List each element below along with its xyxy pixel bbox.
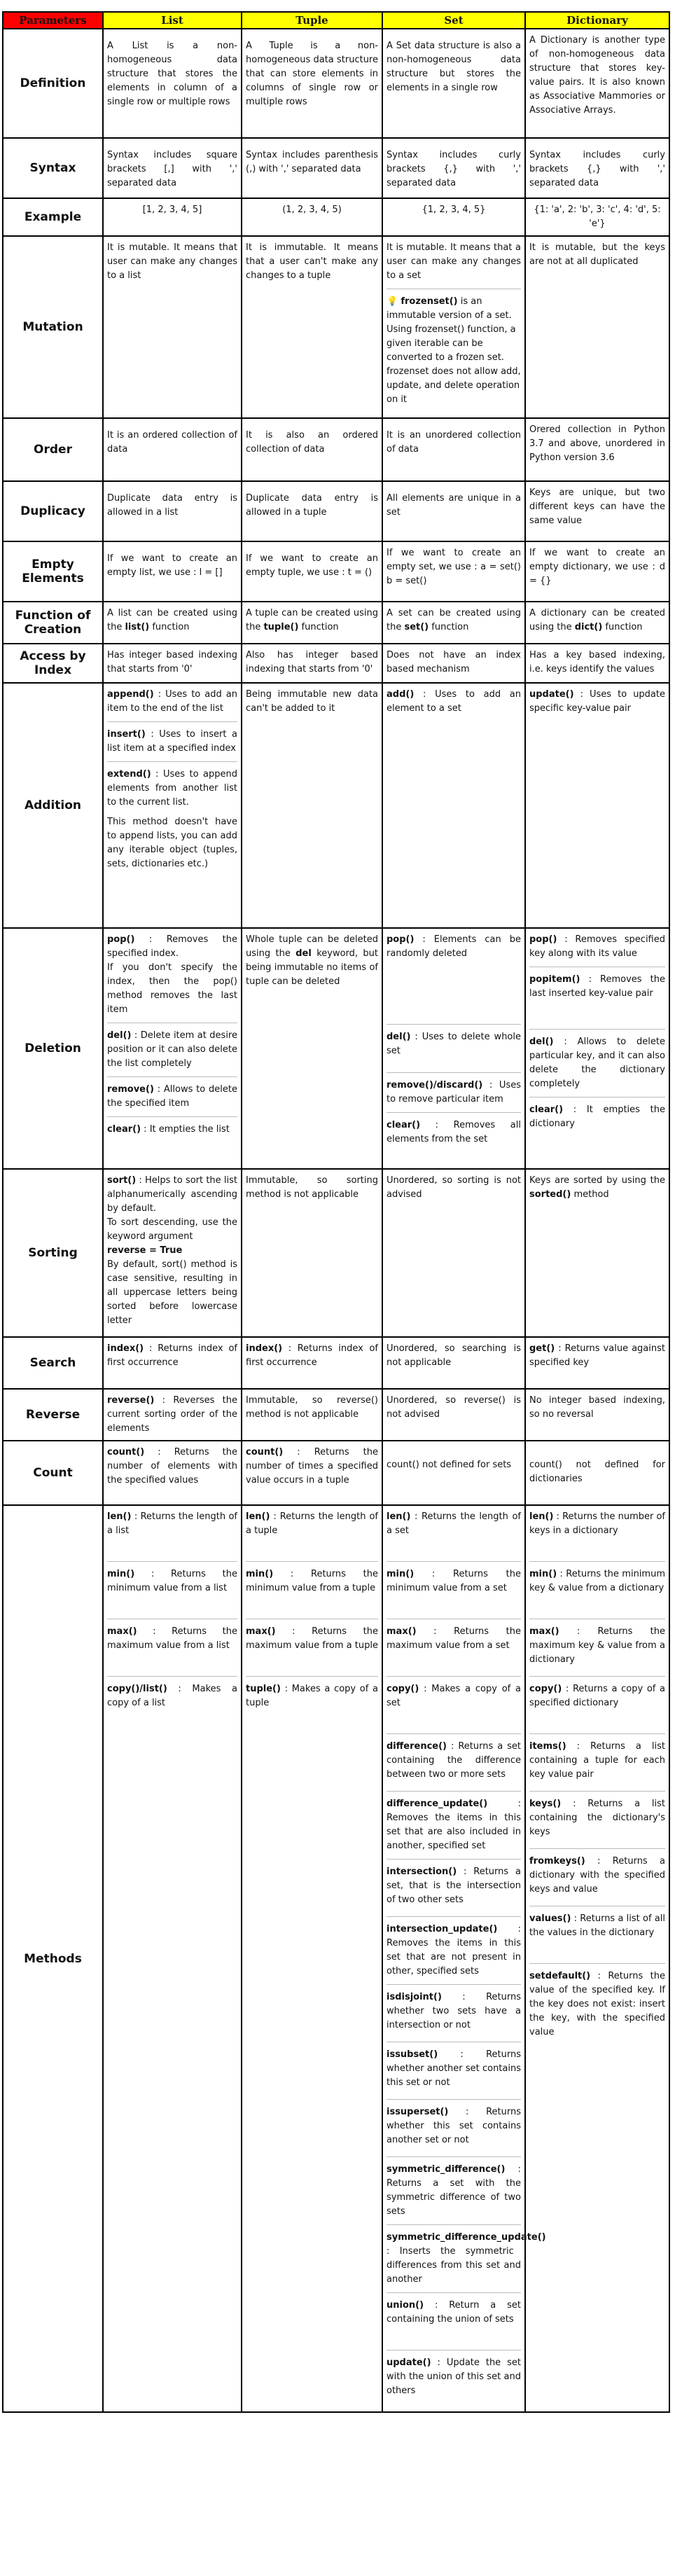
- method-name: intersection_update(): [387, 1924, 498, 1934]
- method-entry: [246, 1682, 378, 1733]
- method-desc: : Delete item at desire position or it can also delete the list completely: [107, 1030, 237, 1069]
- method-entry: [387, 1625, 521, 1677]
- method-name: add(): [387, 689, 415, 700]
- method-desc: : Returns the maximum key & value from a dictionary: [529, 1626, 665, 1665]
- cell-set: [382, 928, 525, 1169]
- method-entry: [529, 1912, 665, 1964]
- method-name: clear(): [107, 1124, 141, 1135]
- method-desc: : Makes a copy of a tuple: [246, 1684, 378, 1708]
- lightbulb-icon: 💡: [387, 296, 401, 307]
- method-desc: : Returns the minimum value from a list: [107, 1569, 237, 1593]
- method-desc: : Returns the minimum value from a set: [387, 1569, 521, 1593]
- method-name: index(): [107, 1343, 144, 1354]
- cell-dictionary: A Dictionary is another type of non-homogeneous data structure that stores key-value pairs. It is also known as Associative Mammories or Associative Arrays.: [525, 29, 669, 138]
- method-name: min(): [107, 1569, 135, 1579]
- header-list: List: [103, 12, 242, 29]
- row-label: Syntax: [3, 138, 103, 198]
- method-name: update(): [387, 2357, 431, 2368]
- method-desc: : Returns the minimum key & value from a dictionary: [529, 1569, 665, 1593]
- method-name: symmetric_difference_update(): [387, 2232, 546, 2243]
- cell-tuple: (1, 2, 3, 4, 5): [242, 198, 382, 236]
- method-name: union(): [387, 2300, 424, 2311]
- method-desc: : Returns a dictionary with the specified keys and value: [529, 1856, 665, 1895]
- method-entry: [387, 1682, 521, 1734]
- method-entry: [246, 1625, 378, 1677]
- cell-tuple: [242, 1505, 382, 2412]
- method-entry: [107, 1174, 237, 1216]
- row-function-of-creation: [3, 602, 669, 644]
- cell-tuple: [242, 1337, 382, 1389]
- method-name: values(): [529, 1913, 571, 1924]
- method-desc: : Returns a set with the symmetric difference of two sets: [387, 2164, 521, 2217]
- method-desc: : Uses to add an element to a set: [387, 689, 521, 714]
- method-entry: [529, 973, 665, 1030]
- method-entry: [529, 933, 665, 967]
- row-label: Duplicacy: [3, 481, 103, 541]
- keyword: del: [295, 948, 312, 959]
- cell-dictionary: {1: 'a', 2: 'b', 3: 'c', 4: 'd', 5: 'e'}: [525, 198, 669, 236]
- method-name: tuple(): [263, 622, 299, 632]
- method-entry: [529, 1567, 665, 1619]
- text: A set can be created using the: [387, 608, 521, 632]
- method-name: min(): [246, 1569, 274, 1579]
- method-note: To sort descending, use the keyword argument: [107, 1217, 237, 1242]
- method-note: This method doesn't have to append lists, you can add any iterable object (tuples, sets, dictionaries etc.): [107, 817, 237, 869]
- row-label: Methods: [3, 1505, 103, 2412]
- method-name: len(): [529, 1511, 554, 1522]
- method-desc: is an immutable version of a set. Using frozenset() function, a given iterable can be converted to a frozen set. frozenset does not allow add, update, and delete operation on it: [387, 296, 521, 405]
- method-name: get(): [529, 1343, 555, 1354]
- method-desc: : Returns the number of keys in a dictionary: [529, 1511, 665, 1536]
- row-order: [3, 418, 669, 481]
- cell-dictionary: [525, 683, 669, 928]
- row-label: Access by Index: [3, 644, 103, 683]
- row-duplicacy: [3, 481, 669, 541]
- method-name: dict(): [574, 622, 603, 632]
- method-entry: [387, 933, 521, 1025]
- cell-tuple: It is also an ordered collection of data: [242, 418, 382, 481]
- cell-list: It is an ordered collection of data: [103, 418, 242, 481]
- method-name: issubset(): [387, 2049, 438, 2060]
- method-desc: : Removes specified key along with its value: [529, 934, 665, 959]
- method-entry: [387, 1990, 521, 2042]
- method-entry: [387, 1119, 521, 1152]
- method-entry: [107, 1567, 237, 1619]
- method-entry: [387, 1740, 521, 1792]
- method-note: By default, sort() method is case sensitive, resulting in all uppercase letters being sorted before lowercase letter: [107, 1259, 237, 1326]
- cell-set: Does not have an index based mechanism: [382, 644, 525, 683]
- method-note: If you don't specify the index, then the pop() method removes the last item: [107, 962, 237, 1015]
- method-desc: : Uses to update specific key-value pair: [529, 689, 665, 714]
- row-definition: [3, 29, 669, 138]
- row-label: Count: [3, 1441, 103, 1505]
- cell-list: [103, 928, 242, 1169]
- cell-dictionary: It is mutable, but the keys are not at all duplicated: [525, 236, 669, 418]
- method-name: difference(): [387, 1741, 447, 1752]
- header-parameters: Parameters: [3, 12, 103, 29]
- method-entry: [529, 1969, 665, 2045]
- method-entry: [529, 1625, 665, 1677]
- cell-tuple: Syntax includes parenthesis (,) with ',' separated data: [242, 138, 382, 198]
- method-desc: : Returns the number of times a specified value occurs in a tuple: [246, 1447, 378, 1486]
- cell-dictionary: Orered collection in Python 3.7 and above, unordered in Python version 3.6: [525, 418, 669, 481]
- method-entry: [107, 688, 237, 722]
- method-name: extend(): [107, 769, 151, 780]
- comparison-table: [2, 11, 670, 2413]
- cell-dictionary: Keys are unique, but two different keys can have the same value: [525, 481, 669, 541]
- method-name: intersection(): [387, 1867, 457, 1877]
- cell-dictionary: [525, 602, 669, 644]
- cell-list: [103, 1441, 242, 1505]
- method-name: max(): [246, 1626, 276, 1637]
- method-desc: : Removes the items in this set that are not present in other, specified sets: [387, 1924, 521, 1976]
- row-label: Reverse: [3, 1389, 103, 1441]
- method-name: len(): [387, 1511, 411, 1522]
- method-entry: [387, 2163, 521, 2225]
- method-desc: : Allows to delete the specified item: [107, 1084, 237, 1109]
- cell-dictionary: [525, 1169, 669, 1337]
- method-entry: [387, 2105, 521, 2157]
- method-name: insert(): [107, 729, 146, 740]
- cell-tuple: Immutable, so reverse() method is not applicable: [242, 1389, 382, 1441]
- method-desc: : Uses to delete whole set: [387, 1032, 521, 1056]
- method-entry: [387, 1567, 521, 1619]
- text: function: [429, 622, 469, 632]
- method-name: pop(): [387, 934, 415, 945]
- method-name: del(): [107, 1030, 132, 1041]
- method-entry: [107, 1682, 237, 1733]
- method-name: remove(): [107, 1084, 154, 1095]
- cell-list: A List is a non-homogeneous data structure that stores the elements in column of a single row or multiple rows: [103, 29, 242, 138]
- method-entry: [529, 1855, 665, 1906]
- row-reverse: [3, 1389, 669, 1441]
- method-entry: [387, 2356, 521, 2407]
- text: Keys are sorted by using the: [529, 1175, 665, 1186]
- method-entry: [107, 1510, 237, 1562]
- row-label: Definition: [3, 29, 103, 138]
- method-desc: : Returns the number of elements with the specified values: [107, 1447, 237, 1486]
- cell-tuple: Also has integer based indexing that starts from '0': [242, 644, 382, 683]
- method-entry: [387, 688, 521, 721]
- method-desc: : It empties the dictionary: [529, 1105, 665, 1129]
- cell-set: Unordered, so searching is not applicable: [382, 1337, 525, 1389]
- method-entry: [107, 1083, 237, 1117]
- method-desc: : Update the set with the union of this set and others: [387, 2357, 521, 2396]
- method-desc: : Removes the last inserted key-value pair: [529, 974, 665, 999]
- method-entry: [529, 1510, 665, 1562]
- text: function: [602, 622, 643, 632]
- method-desc: : Returns whether this set contains another set or not: [387, 2107, 521, 2145]
- keyword-argument: reverse = True: [107, 1245, 183, 1256]
- method-desc: : Returns value against specified key: [529, 1343, 665, 1368]
- method-desc: : Elements can be randomly deleted: [387, 934, 521, 959]
- cell-set: [382, 683, 525, 928]
- method-entry: [387, 2231, 546, 2293]
- method-entry: [387, 1797, 521, 1860]
- cell-tuple: [242, 602, 382, 644]
- method-desc: : Returns the maximum value from a set: [387, 1626, 521, 1651]
- header-set: Set: [382, 12, 525, 29]
- row-label: Mutation: [3, 236, 103, 418]
- row-label: Example: [3, 198, 103, 236]
- method-name: frozenset(): [401, 296, 458, 307]
- method-name: set(): [404, 622, 429, 632]
- cell-set: It is an unordered collection of data: [382, 418, 525, 481]
- row-label: Function of Creation: [3, 602, 103, 644]
- row-label: Empty Elements: [3, 541, 103, 602]
- row-example: [3, 198, 669, 236]
- method-entry: [387, 1865, 521, 1917]
- method-desc: : Helps to sort the list alphanumerically ascending by default.: [107, 1175, 237, 1214]
- method-name: max(): [107, 1626, 137, 1637]
- method-entry: [107, 1029, 237, 1077]
- method-desc: : Makes a copy of a set: [387, 1684, 521, 1708]
- row-mutation: [3, 236, 669, 418]
- row-methods: [3, 1505, 669, 2412]
- cell-list: Syntax includes square brackets [,] with ',' separated data: [103, 138, 242, 198]
- row-deletion: [3, 928, 669, 1169]
- text: Whole tuple can be deleted using the: [246, 934, 378, 959]
- cell-list: [103, 1505, 242, 2412]
- header-dictionary: Dictionary: [525, 12, 669, 29]
- method-desc: : Uses to append elements from another list to the current list.: [107, 769, 237, 808]
- method-desc: : Removes all elements from the set: [387, 1120, 521, 1144]
- cell-list: Duplicate data entry is allowed in a list: [103, 481, 242, 541]
- method-desc: : Returns a list of all the values in the dictionary: [529, 1913, 665, 1938]
- method-desc: : Returns the length of a set: [387, 1511, 521, 1536]
- cell-list: [103, 1389, 242, 1441]
- cell-list: [1, 2, 3, 4, 5]: [103, 198, 242, 236]
- cell-dictionary: Syntax includes curly brackets {,} with ',' separated data: [525, 138, 669, 198]
- cell-set: [382, 236, 525, 418]
- method-name: issuperset(): [387, 2107, 449, 2117]
- cell-set: [382, 602, 525, 644]
- row-access-by-index: [3, 644, 669, 683]
- cell-tuple: If we want to create an empty tuple, we use : t = (): [242, 541, 382, 602]
- text: function: [149, 622, 190, 632]
- method-desc: : Returns a list containing a tuple for each key value pair: [529, 1741, 665, 1780]
- method-desc: : It empties the list: [141, 1124, 230, 1135]
- method-entry: [387, 1510, 521, 1562]
- method-name: keys(): [529, 1799, 562, 1809]
- cell-dictionary: [525, 928, 669, 1169]
- method-desc: : Returns a set, that is the intersection of two other sets: [387, 1867, 521, 1905]
- method-name: min(): [387, 1569, 415, 1579]
- method-name: setdefault(): [529, 1971, 591, 1981]
- cell-tuple: Duplicate data entry is allowed in a tuple: [242, 481, 382, 541]
- method-name: count(): [107, 1447, 145, 1457]
- method-desc: : Returns the maximum value from a list: [107, 1626, 237, 1651]
- cell-tuple: A Tuple is a non-homogeneous data structure that can store elements in columns of single row or multiple rows: [242, 29, 382, 138]
- method-name: items(): [529, 1741, 566, 1752]
- cell-dictionary: count() not defined for dictionaries: [525, 1441, 669, 1505]
- text: method: [571, 1189, 609, 1200]
- method-name: isdisjoint(): [387, 1992, 442, 2002]
- method-entry: [529, 688, 665, 721]
- cell-set: A Set data structure is also a non-homogeneous data structure but stores the elements in a single row: [382, 29, 525, 138]
- cell-set: All elements are unique in a set: [382, 481, 525, 541]
- method-name: tuple(): [246, 1684, 281, 1694]
- cell-set: {1, 2, 3, 4, 5}: [382, 198, 525, 236]
- frozenset-note: [387, 295, 521, 413]
- method-name: del(): [529, 1037, 554, 1047]
- method-entry: [387, 1923, 521, 1985]
- method-desc: : Reverses the current sorting order of the elements: [107, 1395, 237, 1434]
- method-entry: [107, 1625, 237, 1677]
- cell-list: Has integer based indexing that starts from '0': [103, 644, 242, 683]
- cell-dictionary: If we want to create an empty dictionary, we use : d = {}: [525, 541, 669, 602]
- method-desc: : Returns index of first occurrence: [246, 1343, 378, 1368]
- cell-set: Unordered, so reverse() is not advised: [382, 1389, 525, 1441]
- method-desc: : Returns a list containing the dictionary's keys: [529, 1799, 665, 1837]
- header-row: [3, 12, 669, 29]
- cell-dictionary: [525, 1337, 669, 1389]
- row-addition: [3, 683, 669, 928]
- cell-dictionary: [525, 1505, 669, 2412]
- method-entry: [246, 1567, 378, 1619]
- method-name: fromkeys(): [529, 1856, 585, 1867]
- cell-list: It is mutable. It means that user can make any changes to a list: [103, 236, 242, 418]
- method-name: copy(): [387, 1684, 419, 1694]
- cell-set: count() not defined for sets: [382, 1441, 525, 1505]
- cell-tuple: It is immutable. It means that a user can't make any changes to a tuple: [242, 236, 382, 418]
- cell-tuple: [242, 928, 382, 1169]
- text: A tuple can be created using the: [246, 608, 378, 632]
- method-desc: : Makes a copy of a list: [107, 1684, 237, 1708]
- method-name: sort(): [107, 1175, 137, 1186]
- cell-list: [103, 1337, 242, 1389]
- method-desc: : Inserts the symmetric differences from this set and another: [387, 2246, 521, 2285]
- method-name: pop(): [107, 934, 135, 945]
- method-name: min(): [529, 1569, 557, 1579]
- method-desc: : Removes the specified index.: [107, 934, 237, 959]
- method-name: copy()/list(): [107, 1684, 167, 1694]
- method-desc: : Return a set containing the union of sets: [387, 2300, 521, 2325]
- method-name: sorted(): [529, 1189, 571, 1200]
- method-name: symmetric_difference(): [387, 2164, 506, 2175]
- method-name: popitem(): [529, 974, 580, 985]
- method-entry: [387, 1030, 521, 1073]
- method-name: remove()/discard(): [387, 1080, 483, 1090]
- method-entry: [529, 1103, 665, 1137]
- cell-list: If we want to create an empty list, we use : l = []: [103, 541, 242, 602]
- row-label: Order: [3, 418, 103, 481]
- method-desc: : Returns the length of a list: [107, 1511, 237, 1536]
- method-name: max(): [529, 1626, 559, 1637]
- method-name: copy(): [529, 1684, 562, 1694]
- row-label: Addition: [3, 683, 103, 928]
- method-entry: [246, 1510, 378, 1562]
- row-syntax: [3, 138, 669, 198]
- row-label: Deletion: [3, 928, 103, 1169]
- text: A dictionary can be created using the: [529, 608, 665, 632]
- method-desc: : Returns whether two sets have a intersection or not: [387, 1992, 521, 2030]
- method-entry: [107, 1123, 237, 1142]
- row-search: [3, 1337, 669, 1389]
- cell-tuple: [242, 1441, 382, 1505]
- cell-dictionary: No integer based indexing, so no reversal: [525, 1389, 669, 1441]
- header-tuple: Tuple: [242, 12, 382, 29]
- cell-list: [103, 602, 242, 644]
- cell-dictionary: Has a key based indexing, i.e. keys identify the values: [525, 644, 669, 683]
- method-name: count(): [246, 1447, 284, 1457]
- method-desc: : Returns a set containing the difference between two or more sets: [387, 1741, 521, 1780]
- method-name: len(): [107, 1511, 132, 1522]
- cell-set: Unordered, so sorting is not advised: [382, 1169, 525, 1337]
- method-entry: [387, 2048, 521, 2100]
- method-desc: : Returns the minimum value from a tuple: [246, 1569, 378, 1593]
- cell-set: Syntax includes curly brackets {,} with ',' separated data: [382, 138, 525, 198]
- method-name: list(): [125, 622, 150, 632]
- method-entry: [107, 933, 237, 1023]
- text: A list can be created using the: [107, 608, 237, 632]
- row-count: [3, 1441, 669, 1505]
- method-desc: : Returns the length of a tuple: [246, 1511, 378, 1536]
- method-desc: : Returns the maximum value from a tuple: [246, 1626, 378, 1651]
- row-sorting: [3, 1169, 669, 1337]
- method-name: len(): [246, 1511, 270, 1522]
- method-entry: [387, 2299, 521, 2350]
- method-entry: [387, 1079, 521, 1113]
- row-label: Search: [3, 1337, 103, 1389]
- method-entry: [529, 1797, 665, 1849]
- method-desc: : Allows to delete particular key, and it can also delete the dictionary completely: [529, 1037, 665, 1089]
- method-name: clear(): [529, 1105, 564, 1115]
- cell-list: [103, 1169, 242, 1337]
- cell-tuple: Being immutable new data can't be added to it: [242, 683, 382, 928]
- cell-list: [103, 683, 242, 928]
- method-name: pop(): [529, 934, 557, 945]
- text: keyword, but being immutable no items of tuple can be deleted: [246, 948, 379, 987]
- method-desc: : Uses to add an item to the end of the list: [107, 689, 237, 714]
- row-empty-elements: [3, 541, 669, 602]
- row-label: Sorting: [3, 1169, 103, 1337]
- method-name: append(): [107, 689, 154, 700]
- method-name: del(): [387, 1032, 411, 1042]
- method-desc: : Removes the items in this set that are also included in another, specified set: [387, 1799, 521, 1851]
- method-desc: : Returns whether another set contains this set or not: [387, 2049, 521, 2088]
- method-entry: [529, 1035, 665, 1097]
- method-name: max(): [387, 1626, 417, 1637]
- method-desc: : Returns the value of the specified key. If the key does not exist: insert the key, with the specified value: [529, 1971, 665, 2037]
- cell-tuple: Immutable, so sorting method is not applicable: [242, 1169, 382, 1337]
- method-entry: [107, 728, 237, 762]
- method-name: index(): [246, 1343, 283, 1354]
- method-name: difference_update(): [387, 1799, 488, 1809]
- method-entry: [107, 768, 237, 877]
- method-desc: : Uses to remove particular item: [387, 1080, 521, 1105]
- method-desc: : Returns a copy of a specified dictionary: [529, 1684, 665, 1708]
- method-name: reverse(): [107, 1395, 155, 1406]
- cell-set: If we want to create an empty set, we use : a = set() b = set(): [382, 541, 525, 602]
- set-mutation-text: It is mutable. It means that a user can make any changes to a set: [387, 241, 521, 289]
- method-name: clear(): [387, 1120, 421, 1130]
- method-entry: [529, 1682, 665, 1734]
- text: function: [298, 622, 339, 632]
- method-desc: : Uses to insert a list item at a specified index: [107, 729, 237, 754]
- method-name: update(): [529, 689, 574, 700]
- method-entry: [529, 1740, 665, 1792]
- method-desc: : Returns index of first occurrence: [107, 1343, 237, 1368]
